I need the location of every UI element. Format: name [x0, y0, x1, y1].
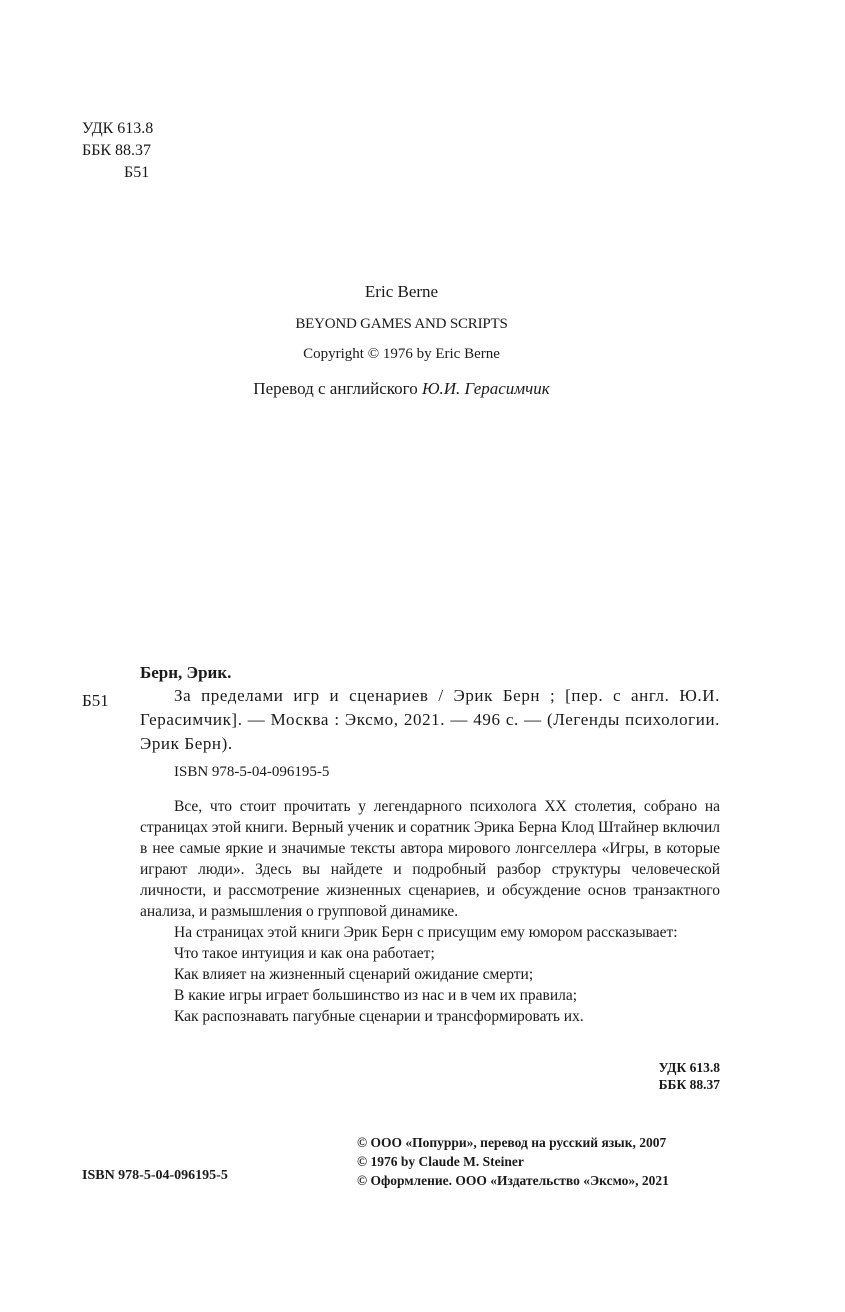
annotation-paragraph: На страницах этой книги Эрик Берн с присущим ему юмором рассказывает: — [174, 924, 678, 941]
classification-codes — [82, 118, 153, 184]
catalog-mark: Б51 — [82, 691, 109, 710]
copyright-line: © Оформление. ООО «Издательство «Эксмо», 2021 — [357, 1173, 669, 1188]
original-author: Eric Berne — [364, 282, 439, 301]
copyright-notices — [357, 1133, 669, 1190]
footer-classification-codes — [560, 1059, 720, 1093]
annotation — [140, 796, 720, 1027]
catalog-author-heading: Берн, Эрик. — [140, 663, 232, 682]
copyright-line: © ООО «Попурри», перевод на русский язык, 2007 — [357, 1135, 667, 1150]
copyright-line: © 1976 by Claude M. Steiner — [357, 1154, 524, 1169]
annotation-paragraph: Все, что стоит прочитать у легендарного психолога ХХ столетия, собрано на страницах этой книги. Верный ученик и соратник Эрика Берна Клод Штайнер включил в нее самые яркие и значимые тексты автора мирового лонгселлера «Игры, в которые играют люди». Здесь вы найдете и подробный разбор структуры человеческой личности, и рассмотрение жизненных сценариев, и обсуждение основ транзактного анализа, и размышления о групповой динамике. — [140, 798, 720, 920]
original-title: BEYOND GAMES AND SCRIPTS — [295, 316, 508, 332]
translator-name: Ю.И. Герасимчик — [421, 379, 550, 398]
isbn-bottom: ISBN 978-5-04-096195-5 — [82, 1168, 228, 1183]
annotation-list-item: В какие игры играет большинство из нас и в чем их правила; — [174, 987, 578, 1004]
catalog-isbn: ISBN 978-5-04-096195-5 — [174, 764, 330, 780]
author-mark: Б51 — [124, 164, 150, 181]
translator-line — [0, 379, 803, 399]
annotation-list-item: Как влияет на жизненный сценарий ожидание смерти; — [174, 966, 534, 983]
udk-code: УДК 613.8 — [82, 120, 154, 137]
original-copyright: Copyright © 1976 by Eric Berne — [303, 346, 500, 362]
bbk-code: ББК 88.37 — [82, 142, 152, 159]
annotation-list-item: Как распознавать пагубные сценарии и трансформировать их. — [174, 1008, 584, 1025]
footer-udk: УДК 613.8 — [658, 1060, 720, 1075]
bibliographic-description: За пределами игр и сценариев / Эрик Берн ; [пер. с англ. Ю.И. Герасимчик]. — Москва : Эксмо, 2021. — 496 с. — (Легенды психологии. Эрик Берн). — [140, 686, 720, 753]
footer-bbk: ББК 88.37 — [658, 1077, 720, 1092]
translator-prefix: Перевод с английского — [253, 379, 418, 398]
annotation-list-item: Что такое интуиция и как она работает; — [174, 945, 435, 962]
